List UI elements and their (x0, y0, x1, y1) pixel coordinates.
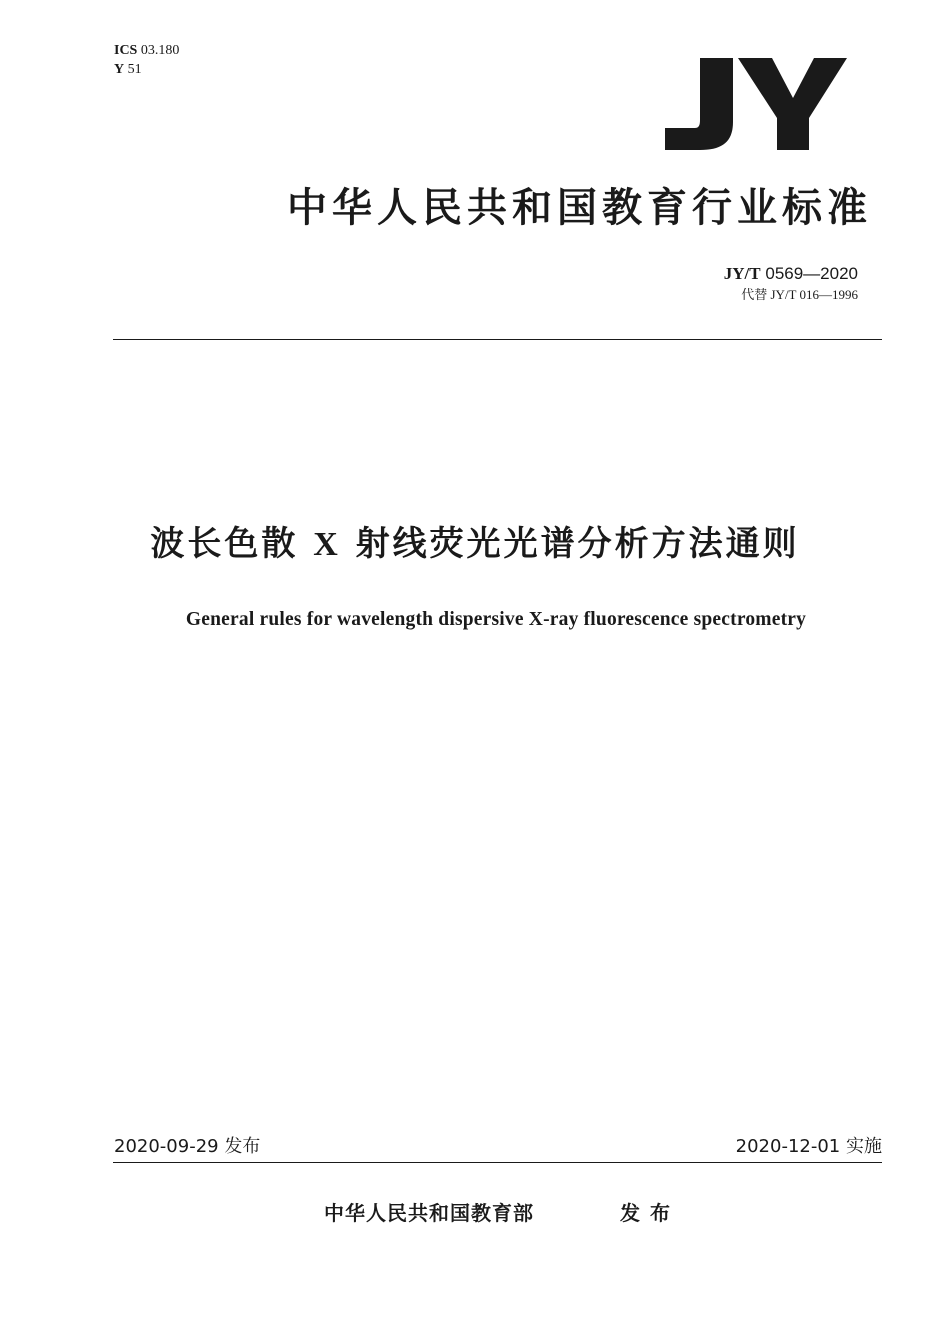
implementation-date: 2020-12-01 实施 (735, 1136, 882, 1157)
ccs-line (114, 60, 179, 79)
issuing-authority: 中华人民共和国教育部 (324, 1201, 534, 1225)
ccs-code: 51 (127, 62, 142, 77)
jy-logo-mark (660, 50, 850, 156)
ics-code: 03.180 (140, 43, 180, 58)
document-title-x: X (313, 526, 341, 563)
document-title-part1: 波长色散 (150, 524, 314, 564)
standard-category-title: 中华人民共和国教育行业标准 (287, 185, 872, 231)
jy-logo (660, 50, 850, 156)
bottom-divider (113, 1162, 882, 1163)
ics-label: ICS (114, 43, 138, 58)
logo-letter-y (738, 58, 847, 150)
ccs-label: Y (114, 62, 125, 77)
issue-word: 发布 (620, 1201, 680, 1225)
issue-date: 2020-09-29 发布 (114, 1136, 261, 1157)
standard-number-value: 0569—2020 (765, 264, 858, 283)
top-divider (113, 339, 882, 340)
logo-letter-j (665, 58, 733, 150)
classification-codes (114, 41, 179, 79)
replaces-standard: 代替 JY/T 016—1996 (741, 287, 858, 302)
english-title: General rules for wavelength dispersive X-ray fluorescence spectrometry (185, 609, 807, 630)
document-title (0, 519, 950, 570)
standard-number-prefix: JY/T (723, 264, 761, 283)
standard-number (724, 263, 858, 285)
ics-line (114, 41, 179, 60)
document-title-part2: 射线荧光光谱分析方法通则 (340, 524, 800, 564)
